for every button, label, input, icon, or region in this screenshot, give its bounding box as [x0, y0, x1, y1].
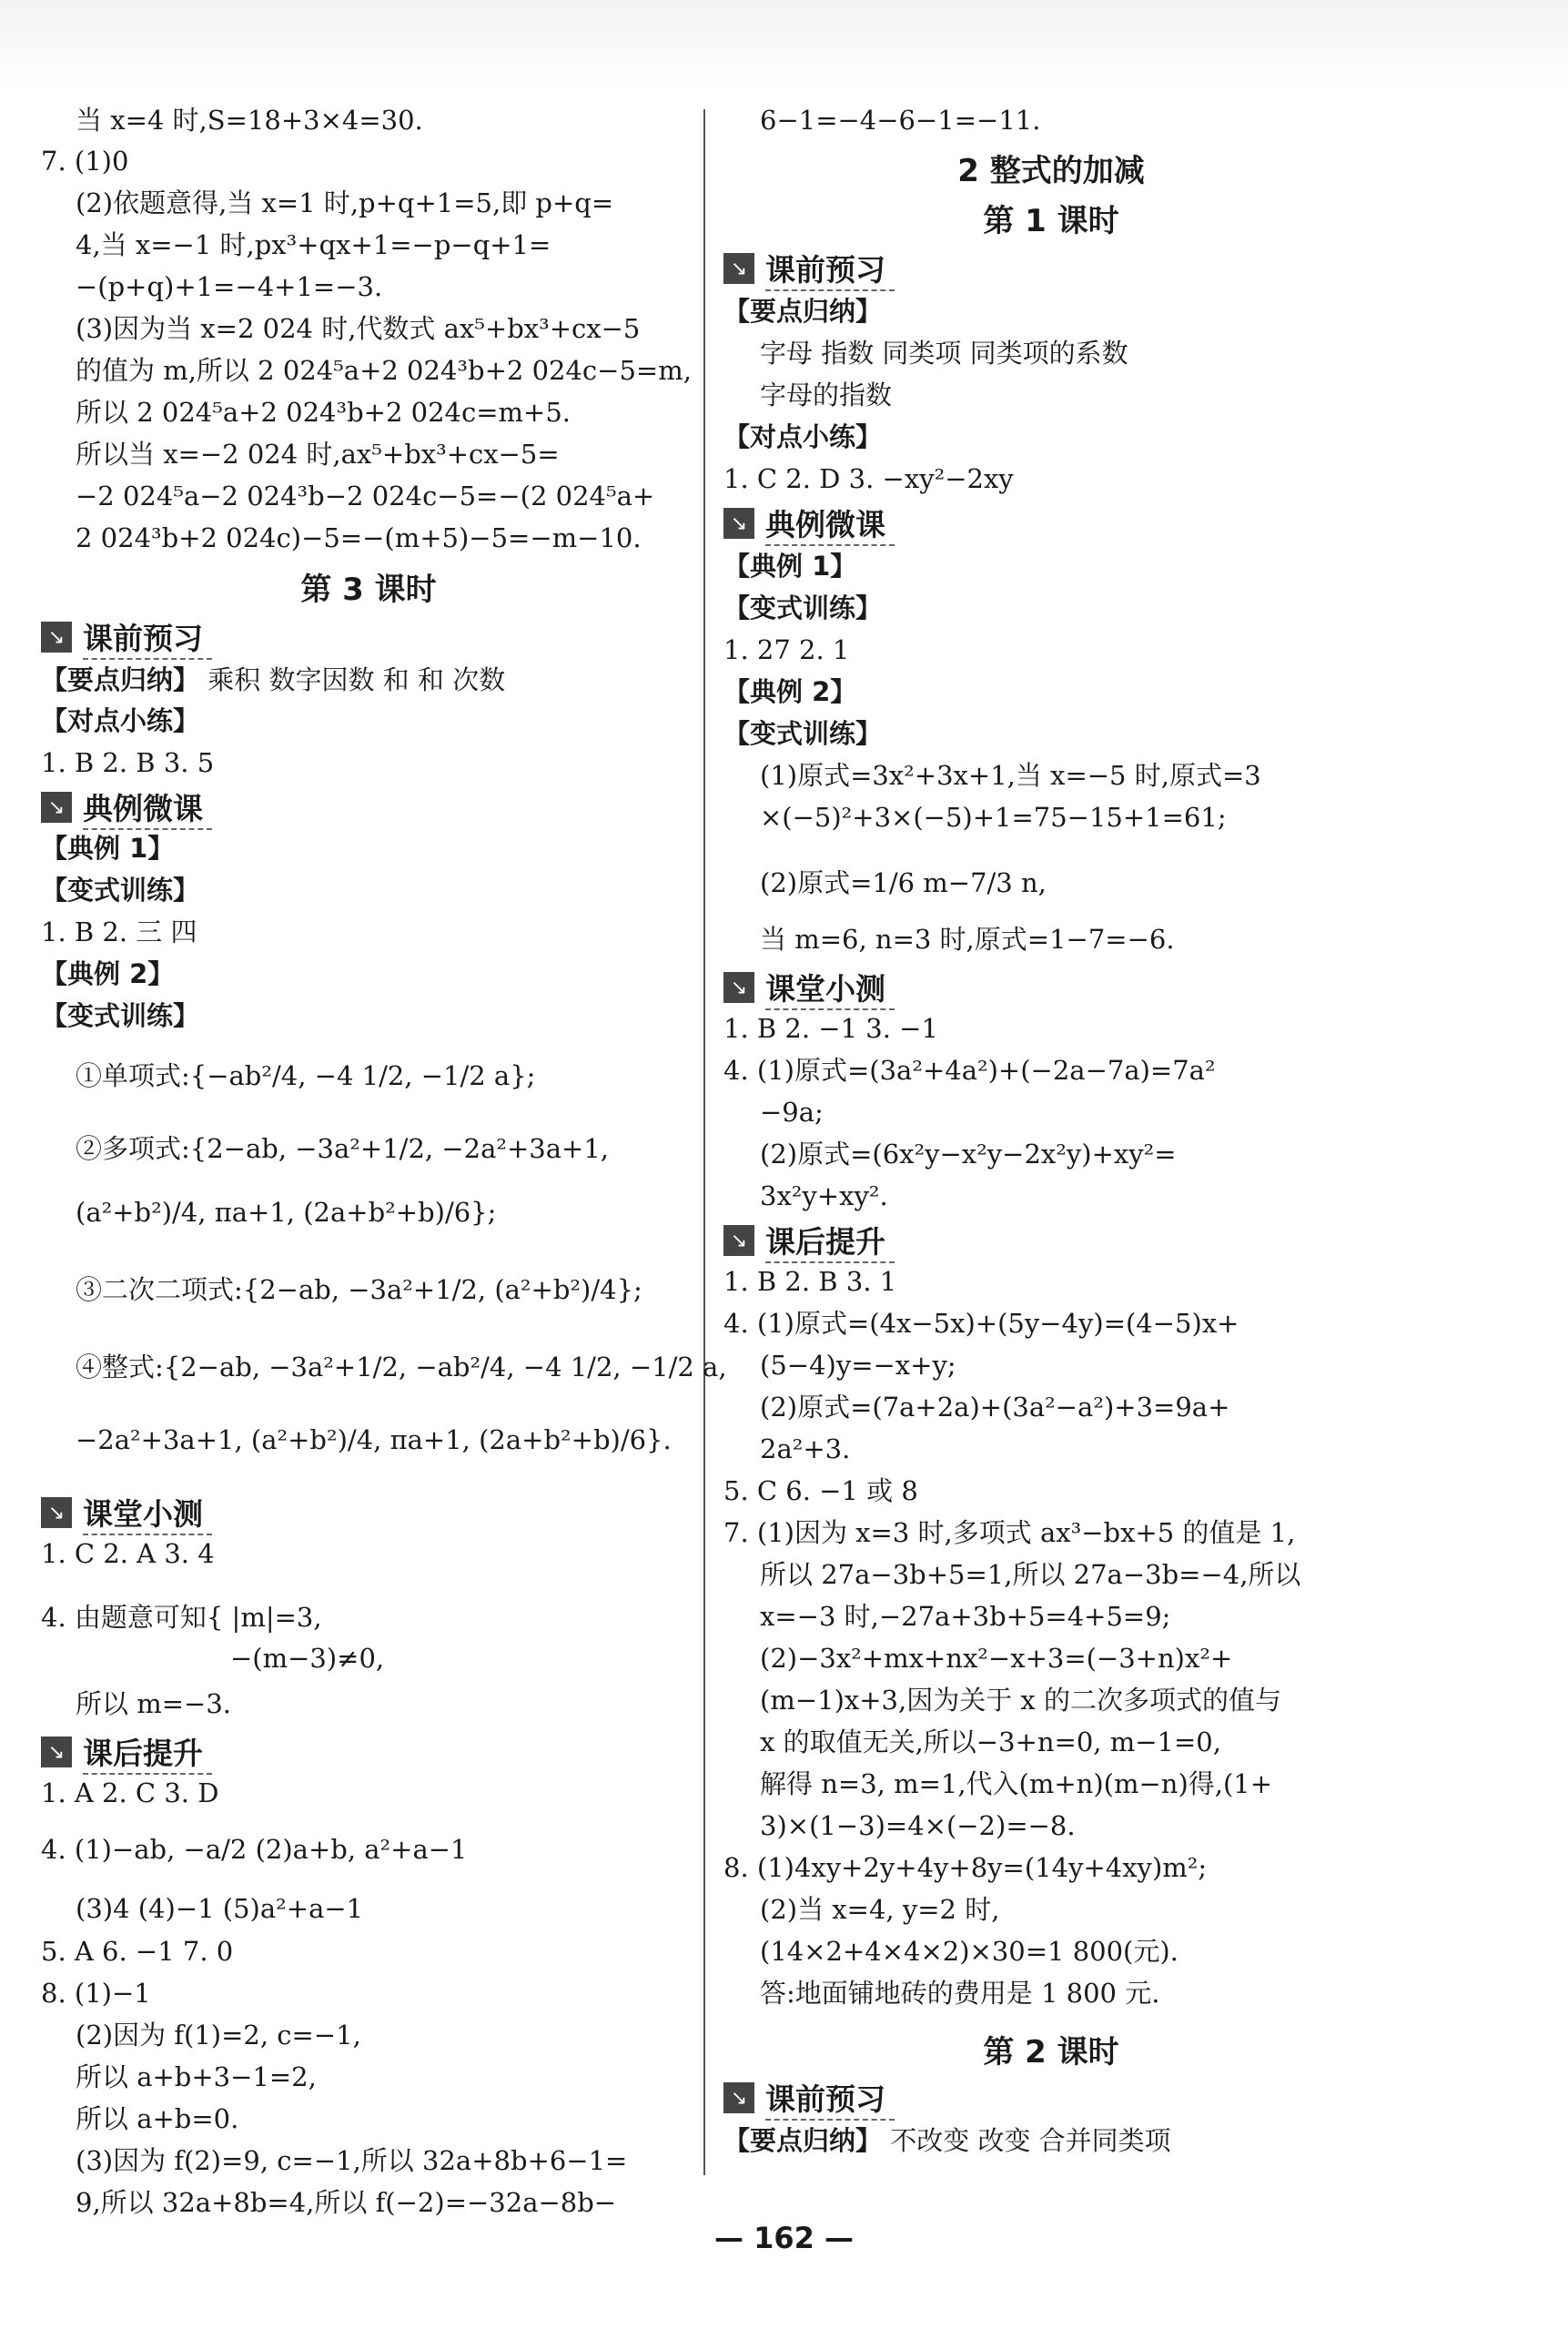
answer-line: 3)×(1−3)=4×(−2)=−8.: [760, 1810, 1076, 1841]
tag-label: 【典例 2】: [41, 958, 175, 989]
answer-line: 7. (1)0: [41, 146, 129, 177]
answer-line: 4. (1)原式=(4x−5x)+(5y−4y)=(4−5)x+: [723, 1308, 1239, 1339]
section-header: [723, 2080, 895, 2116]
arrow-icon: ↘: [41, 792, 72, 823]
arrow-icon: ↘: [41, 1737, 72, 1767]
answer-line: 2 024³b+2 024c)−5=−(m+5)−5=−m−10.: [76, 522, 642, 553]
answer-line: 当 x=4 时,S=18+3×4=30.: [76, 105, 423, 136]
answer-line: 8. (1)4xy+2y+4y+8y=(14y+4xy)m²;: [723, 1852, 1208, 1883]
answer-line: 4. (1)−ab, −a/2 (2)a+b, a²+a−1: [41, 1834, 468, 1865]
answer-line: 5. C 6. −1 或 8: [723, 1475, 918, 1506]
answer-line: (2)原式=(6x²y−x²y−2x²y)+xy²=: [760, 1139, 1177, 1170]
section-label: 课前预习: [765, 2076, 895, 2121]
answer-line: 5. A 6. −1 7. 0: [41, 1936, 234, 1967]
answer-line: (2)−3x²+mx+nx²−x+3=(−3+n)x²+: [760, 1643, 1233, 1674]
tag-label: 【典例 1】: [723, 551, 857, 582]
answer-line: −9a;: [760, 1097, 824, 1128]
arrow-icon: ↘: [723, 508, 754, 539]
answer-text: 乘积 数字因数 和 和 次数: [207, 664, 506, 695]
answer-line: 4. (1)原式=(3a²+4a²)+(−2a−7a)=7a²: [723, 1055, 1216, 1086]
answer-line: (2)当 x=4, y=2 时,: [760, 1894, 1000, 1925]
answer-line: −2 024⁵a−2 024³b−2 024c−5=−(2 024⁵a+: [76, 481, 655, 511]
answer-line: 当 m=6, n=3 时,原式=1−7=−6.: [760, 924, 1175, 955]
answer-line: 字母的指数: [760, 380, 893, 410]
answer-line: 1. C 2. D 3. −xy²−2xy: [723, 463, 1014, 494]
column-divider: [703, 109, 705, 2175]
answer-text: 不改变 改变 合并同类项: [890, 2125, 1171, 2156]
answer-line: (a²+b²)/4, πa+1, (2a+b²+b)/6};: [76, 1197, 497, 1228]
tag-label: 【对点小练】: [723, 421, 883, 452]
section-header: [723, 250, 895, 287]
answer-line: (2)原式=(7a+2a)+(3a²−a²)+3=9a+: [760, 1392, 1230, 1423]
answer-line: 7. (1)因为 x=3 时,多项式 ax³−bx+5 的值是 1,: [723, 1517, 1296, 1548]
answer-line: 1. A 2. C 3. D: [41, 1777, 219, 1808]
answer-line: −(m−3)≠0,: [230, 1643, 385, 1674]
section-label: 课堂小测: [765, 966, 895, 1010]
answer-line: (1)原式=3x²+3x+1,当 x=−5 时,原式=3: [760, 760, 1261, 791]
answer-line: ③二次二项式:{2−ab, −3a²+1/2, (a²+b²)/4};: [76, 1274, 642, 1305]
answer-line: 所以 2 024⁵a+2 024³b+2 024c=m+5.: [76, 397, 571, 428]
section-header: [723, 1222, 895, 1259]
section-label: 课堂小测: [83, 1491, 212, 1535]
section-header: [41, 1494, 212, 1531]
answer-line: x 的取值无关,所以−3+n=0, m−1=0,: [760, 1726, 1221, 1757]
section-header: [41, 619, 212, 655]
section-header: [723, 969, 895, 1006]
lesson-title: 第 2 课时: [983, 2034, 1119, 2071]
answer-line: 1. B 2. B 3. 1: [723, 1266, 897, 1297]
answer-line: 4. 由题意可知{ |m|=3,: [41, 1602, 322, 1633]
tag-label: 【对点小练】: [41, 705, 200, 736]
answer-line: 字母 指数 同类项 同类项的系数: [760, 338, 1128, 369]
section-header: [723, 505, 895, 542]
answer-line: 所以 a+b=0.: [76, 2103, 239, 2134]
chapter-title: 2 整式的加减: [957, 153, 1145, 189]
answer-line: 所以当 x=−2 024 时,ax⁵+bx³+cx−5=: [76, 439, 560, 470]
answer-line: (14×2+4×4×2)×30=1 800(元).: [760, 1936, 1179, 1967]
section-label: 课后提升: [765, 1219, 895, 1263]
answer-line: 答:地面铺地砖的费用是 1 800 元.: [760, 1978, 1160, 2009]
answer-line: 所以 m=−3.: [76, 1688, 231, 1719]
tag-label: 【变式训练】: [41, 1000, 200, 1031]
answer-line: [41, 664, 505, 696]
section-label: 课后提升: [83, 1730, 212, 1775]
section-header: [41, 1734, 212, 1770]
answer-line: 1. B 2. B 3. 5: [41, 747, 215, 778]
page-number: — 162 —: [713, 2221, 855, 2255]
answer-line: 3x²y+xy².: [760, 1180, 888, 1211]
answer-line: (m−1)x+3,因为关于 x 的二次多项式的值与: [760, 1685, 1281, 1716]
tag-label: 【变式训练】: [723, 718, 883, 749]
top-band: [0, 0, 1568, 96]
section-label: 课前预习: [765, 247, 895, 291]
answer-line: 1. 27 2. 1: [723, 634, 850, 665]
answer-line: (3)因为 f(2)=9, c=−1,所以 32a+8b+6−1=: [76, 2145, 628, 2176]
answer-line: (3)因为当 x=2 024 时,代数式 ax⁵+bx³+cx−5: [76, 313, 641, 344]
answer-line: (2)因为 f(1)=2, c=−1,: [76, 2020, 361, 2051]
arrow-icon: ↘: [723, 972, 754, 1003]
answer-line: (5−4)y=−x+y;: [760, 1350, 956, 1381]
answer-line: 所以 a+b+3−1=2,: [76, 2061, 317, 2092]
answer-line: (2)依题意得,当 x=1 时,p+q+1=5,即 p+q=: [76, 187, 614, 218]
answer-line: ×(−5)²+3×(−5)+1=75−15+1=61;: [760, 802, 1227, 833]
section-label: 典例微课: [83, 785, 212, 830]
answer-line: [723, 2125, 1171, 2157]
tag-label: 【要点归纳】: [41, 664, 200, 695]
answer-line: 9,所以 32a+8b=4,所以 f(−2)=−32a−8b−: [76, 2187, 617, 2218]
tag-label: 【要点归纳】: [723, 2125, 883, 2156]
arrow-icon: ↘: [723, 1225, 754, 1256]
answer-line: x=−3 时,−27a+3b+5=4+5=9;: [760, 1601, 1171, 1632]
lesson-title: 第 3 课时: [300, 572, 437, 608]
answer-line: ④整式:{2−ab, −3a²+1/2, −ab²/4, −4 1/2, −1/2 a,: [76, 1352, 727, 1382]
answer-line: ②多项式:{2−ab, −3a²+1/2, −2a²+3a+1,: [76, 1133, 610, 1164]
tag-label: 【典例 2】: [723, 676, 857, 707]
answer-line: ①单项式:{−ab²/4, −4 1/2, −1/2 a};: [76, 1060, 536, 1091]
section-label: 课前预习: [83, 615, 212, 660]
answer-line: 6−1=−4−6−1=−11.: [760, 105, 1041, 136]
section-header: [41, 789, 212, 825]
answer-line: 所以 27a−3b+5=1,所以 27a−3b=−4,所以: [760, 1559, 1301, 1590]
answer-line: 2a²+3.: [760, 1433, 851, 1464]
tag-label: 【典例 1】: [41, 833, 175, 864]
tag-label: 【变式训练】: [723, 592, 883, 623]
answer-line: 解得 n=3, m=1,代入(m+n)(m−n)得,(1+: [760, 1768, 1273, 1799]
answer-line: (3)4 (4)−1 (5)a²+a−1: [76, 1893, 364, 1924]
section-label: 典例微课: [765, 501, 895, 546]
answer-line: (2)原式=1/6 m−7/3 n,: [760, 867, 1047, 898]
arrow-icon: ↘: [41, 622, 72, 653]
lesson-title: 第 1 课时: [983, 203, 1119, 239]
answer-line: 1. C 2. A 3. 4: [41, 1538, 215, 1569]
arrow-icon: ↘: [723, 253, 754, 284]
answer-line: 的值为 m,所以 2 024⁵a+2 024³b+2 024c−5=m,: [76, 355, 692, 386]
answer-line: 1. B 2. 三 四: [41, 916, 197, 947]
arrow-icon: ↘: [723, 2082, 754, 2113]
answer-line: 1. B 2. −1 3. −1: [723, 1013, 938, 1044]
tag-label: 【要点归纳】: [723, 296, 883, 327]
answer-line: 8. (1)−1: [41, 1978, 151, 2009]
tag-label: 【变式训练】: [41, 875, 200, 906]
answer-line: −(p+q)+1=−4+1=−3.: [76, 271, 383, 302]
answer-line: 4,当 x=−1 时,px³+qx+1=−p−q+1=: [76, 229, 551, 260]
answer-line: −2a²+3a+1, (a²+b²)/4, πa+1, (2a+b²+b)/6}.: [76, 1424, 672, 1455]
arrow-icon: ↘: [41, 1497, 72, 1528]
